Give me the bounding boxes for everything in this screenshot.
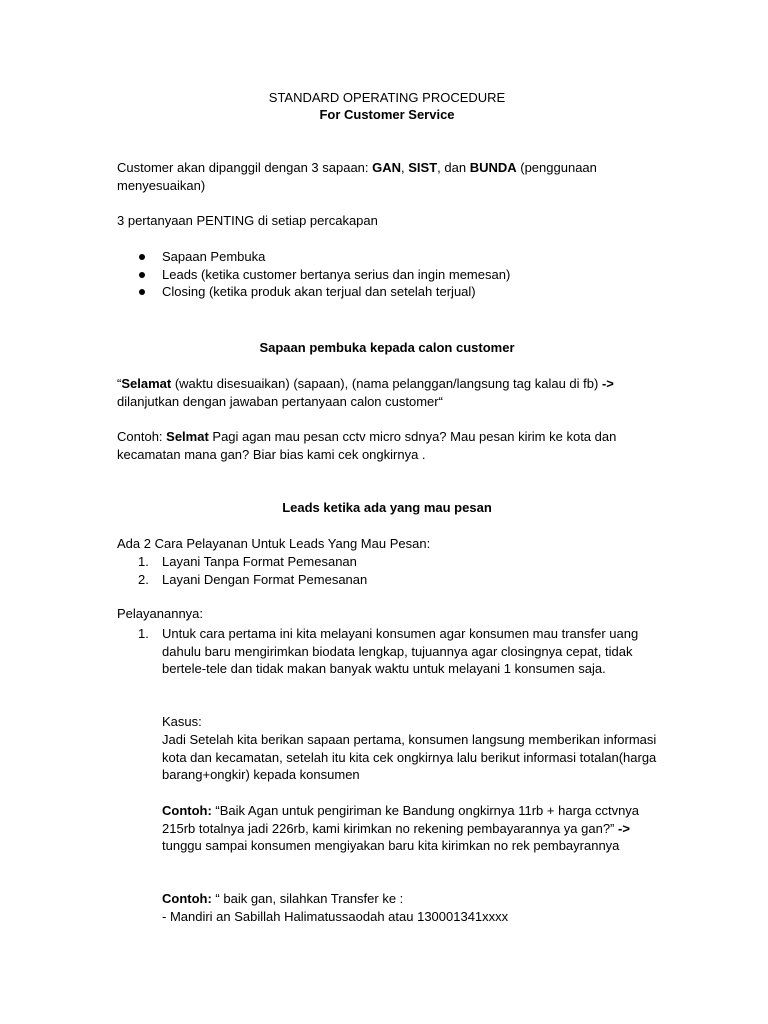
greeting-template bbox=[117, 375, 657, 410]
list-item-text: Closing (ketika produk akan terjual dan setelah terjual) bbox=[162, 284, 476, 299]
intro-paragraph bbox=[117, 159, 657, 194]
list-number: 1. bbox=[138, 554, 149, 569]
arrow-text: -> bbox=[601, 376, 614, 391]
list-item-text: Layani Dengan Format Pemesanan bbox=[162, 571, 368, 587]
list-item bbox=[117, 248, 657, 266]
list-item bbox=[117, 553, 657, 571]
list-item bbox=[117, 266, 657, 284]
questions-list bbox=[117, 248, 657, 301]
list-number: 2. bbox=[138, 571, 149, 587]
leads-options-list bbox=[117, 553, 657, 588]
service-number: 1. bbox=[138, 626, 149, 641]
example2 bbox=[162, 890, 662, 908]
questions-lead: 3 pertanyaan PENTING di setiap percakapan bbox=[117, 213, 378, 228]
quote-bold: Selamat bbox=[121, 376, 172, 391]
bullet-icon bbox=[139, 254, 145, 260]
intro-bunda: BUNDA bbox=[469, 160, 517, 175]
case-text: Jadi Setelah kita berikan sapaan pertama, konsumen langsung memberikan informasi kota dan kecamatan, setelah itu kita cek ongkirnya lalu berikut informasi totalan(harga barang+ongkir) kepada konsumen bbox=[162, 732, 657, 782]
quote-end: dilanjutkan dengan jawaban pertanyaan calon customer“ bbox=[117, 393, 443, 409]
intro-comma: , bbox=[401, 160, 409, 175]
intro-prefix: Customer akan dipanggil dengan 3 sapaan: bbox=[117, 160, 373, 175]
quote-open: “ bbox=[117, 376, 122, 391]
list-item-text: Layani Tanpa Format Pemesanan bbox=[162, 554, 357, 569]
example-bold: Selmat bbox=[166, 429, 209, 444]
service-text: Untuk cara pertama ini kita melayani konsumen agar konsumen mau transfer uang dahulu baru mengirimkan biodata lengkap, tujuannya agar closingnya cepat, tidak bertele-tele dan tidak makan banyak waktu untuk melayani 1 konsumen saja. bbox=[162, 626, 639, 676]
example2-text: “ baik gan, silahkan Transfer ke : bbox=[211, 891, 404, 906]
list-item bbox=[117, 571, 657, 589]
example1 bbox=[162, 802, 662, 855]
example2-label: Contoh: bbox=[162, 891, 212, 906]
document-title: STANDARD OPERATING PROCEDURE bbox=[268, 90, 506, 105]
leads-lead: Ada 2 Cara Pelayanan Untuk Leads Yang Mau Pesan: bbox=[117, 536, 431, 551]
example1-text: “Baik Agan untuk pengiriman ke Bandung ongkirnya 11rb + harga cctvnya 215rb totalnya jadi 226rb, kami kirimkan no rekening pembayarannya ya gan?” bbox=[162, 803, 640, 836]
case-label: Kasus: bbox=[162, 714, 202, 729]
section-heading-leads: Leads ketika ada yang mau pesan bbox=[282, 500, 492, 515]
intro-gan: GAN bbox=[372, 160, 402, 175]
intro-and: , dan bbox=[437, 160, 470, 175]
example-label: Contoh: bbox=[117, 429, 167, 444]
bullet-icon bbox=[139, 272, 145, 278]
example1-end: tunggu sampai konsumen mengiyakan baru kita kirimkan no rek pembayrannya bbox=[162, 838, 620, 853]
arrow-text: -> bbox=[617, 820, 630, 836]
example1-label: Contoh: bbox=[162, 803, 212, 818]
intro-sist: SIST bbox=[408, 160, 438, 175]
section-heading-greeting: Sapaan pembuka kepada calon customer bbox=[259, 340, 515, 355]
list-item-text: Leads (ketika customer bertanya serius dan ingin memesan) bbox=[162, 266, 511, 282]
intro-suffix: (penggunaan menyesuaikan) bbox=[117, 160, 597, 193]
document-subtitle: For Customer Service bbox=[319, 107, 455, 122]
list-item-text: Sapaan Pembuka bbox=[162, 249, 266, 264]
example-text: Pagi agan mau pesan cctv micro sdnya? Mau pesan kirim ke kota dan kecamatan mana gan? Biar bias kami cek ongkirnya . bbox=[117, 429, 617, 462]
bank-line: - Mandiri an Sabillah Halimatussaodah atau 130001341xxxx bbox=[162, 909, 509, 924]
quote-mid: (waktu disesuaikan) (sapaan), (nama pelanggan/langsung tag kalau di fb) bbox=[171, 376, 602, 391]
bullet-icon bbox=[139, 289, 145, 295]
list-item bbox=[117, 283, 657, 301]
greeting-example bbox=[117, 428, 657, 463]
service-label: Pelayanannya: bbox=[117, 606, 204, 621]
